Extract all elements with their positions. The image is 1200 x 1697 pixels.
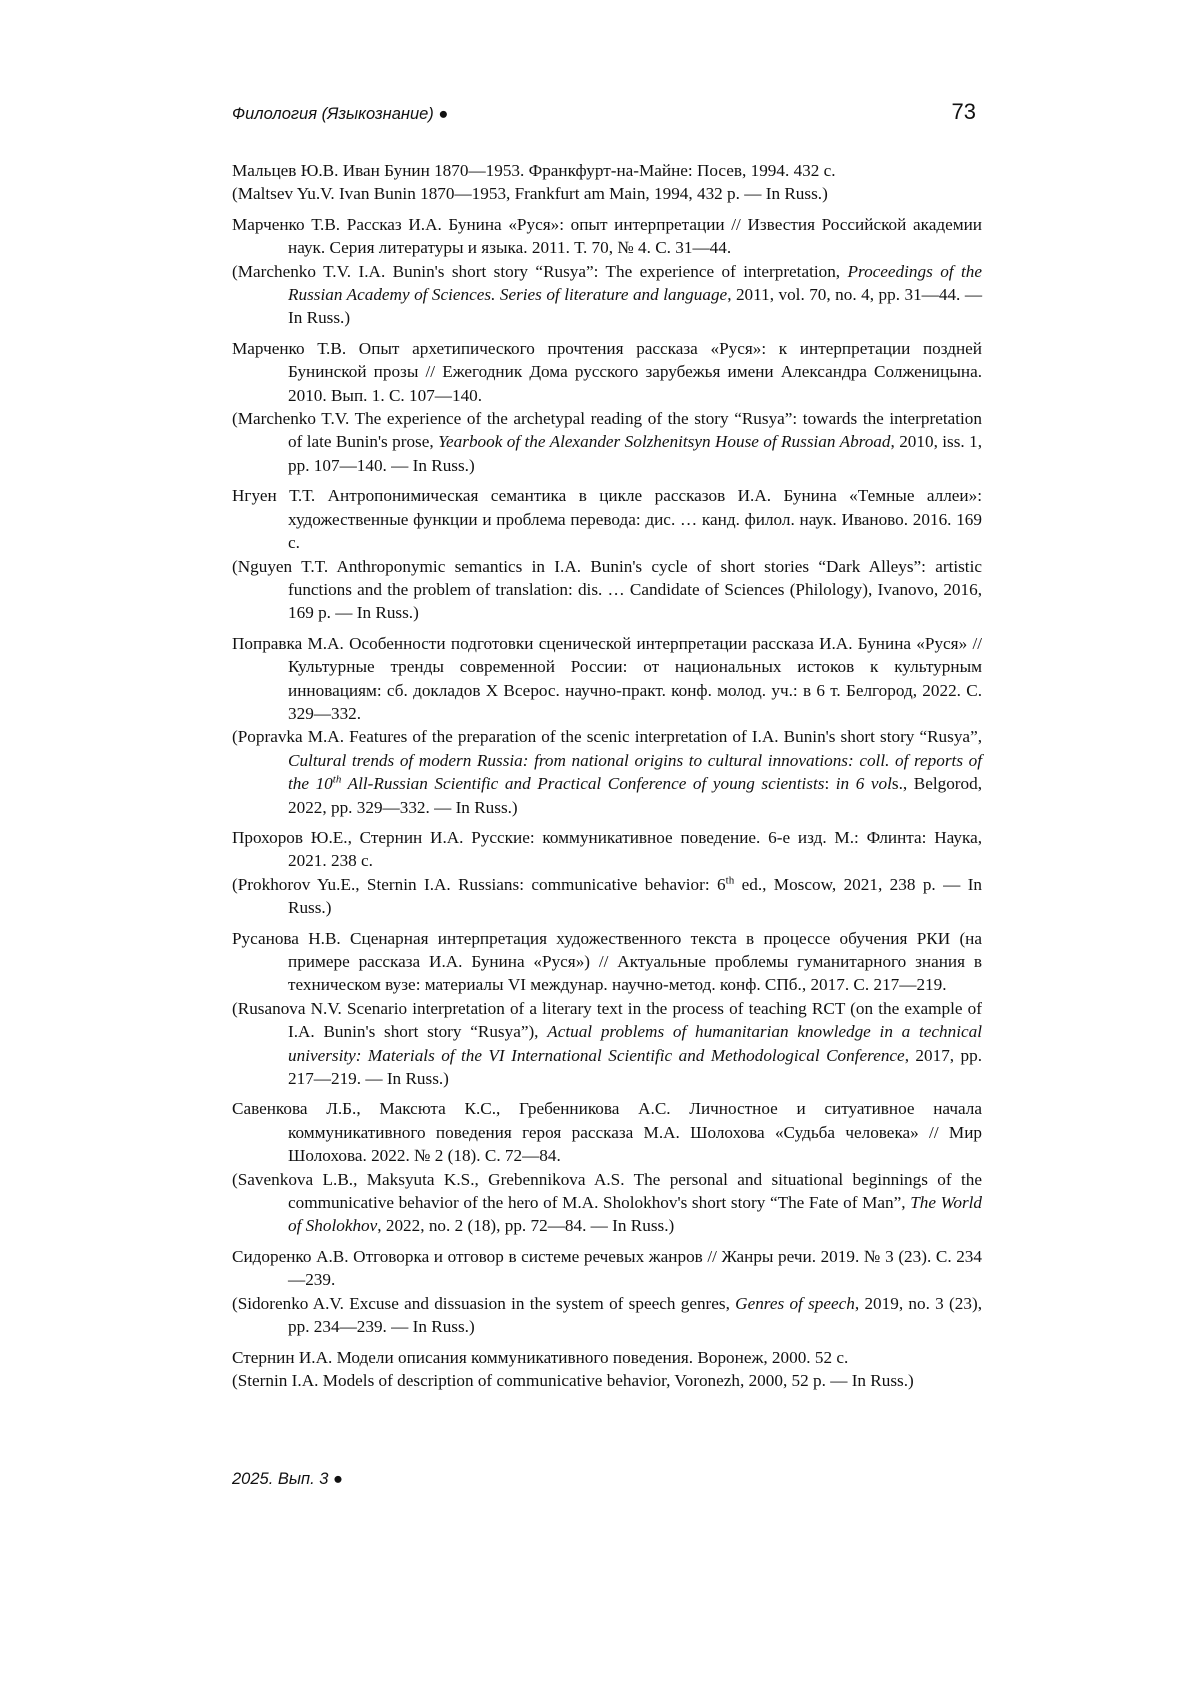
reference-russian: Нгуен Т.Т. Антропонимическая семантика в цикле рассказов И.А. Бунина «Темные аллеи»: художественные функции и проблема перевода: дис. … канд. филол. наук. Иваново. 2016. 169 с. — [232, 484, 982, 554]
reference-text: (Nguyen T.T. Anthroponymic semantics in I.A. Bunin's cycle of short stories “Dark Alleys”: artistic functions and the problem of translation: dis. … Candidate of Sciences (Philology), Ivanovo, 2016, 169 p. — In Russ.) — [232, 557, 982, 623]
reference-text: s., Belgorod, 2022, pp. 329—332. — In Russ.) — [288, 774, 982, 816]
journal-page — [0, 0, 1200, 1697]
reference-english — [232, 182, 982, 205]
reference-text: (Marchenko T.V. The experience of the archetypal reading of the story “Rusya”: towards the interpretation of late Bunin's prose, — [232, 409, 982, 451]
reference-entry — [232, 159, 982, 206]
reference-text: , 2019, no. 3 (23), pp. 234—239. — In Russ.) — [288, 1294, 982, 1336]
reference-entry — [232, 337, 982, 477]
reference-english — [232, 873, 982, 920]
reference-entry — [232, 1097, 982, 1237]
reference-entry — [232, 484, 982, 624]
reference-text: (Sidorenko A.V. Excuse and dissuasion in the system of speech genres, — [232, 1294, 735, 1313]
reference-text: , 2011, vol. 70, no. 4, pp. 31—44. — In Russ.) — [288, 285, 982, 327]
reference-entry — [232, 1346, 982, 1393]
reference-text: (Savenkova L.B., Maksyuta K.S., Grebennikova A.S. The personal and situational beginnings of the communicative behavior of the hero of M.A. Sholokhov's short story “The Fate of Man”, — [232, 1170, 982, 1212]
reference-entry — [232, 1245, 982, 1339]
reference-text: (Maltsev Yu.V. Ivan Bunin 1870—1953, Frankfurt am Main, 1994, 432 p. — In Russ.) — [232, 184, 828, 203]
reference-title-italic: Proceedings of the Russian Academy of Sciences. Series of literature and language — [288, 262, 982, 304]
reference-russian: Стернин И.А. Модели описания коммуникативного поведения. Воронеж, 2000. 52 с. — [232, 1346, 982, 1369]
reference-title-italic: The World of Sholokhov — [288, 1193, 982, 1235]
reference-text: (Prokhorov Yu.E., Sternin I.A. Russians: communicative behavior: 6 — [232, 875, 726, 894]
reference-list — [232, 159, 982, 1399]
reference-entry — [232, 826, 982, 920]
reference-text: , 2017, pp. 217—219. — In Russ.) — [288, 1046, 982, 1088]
reference-title-italic: in 6 vol — [836, 774, 892, 793]
reference-text: th — [726, 874, 735, 886]
reference-text: (Marchenko T.V. I.A. Bunin's short story “Rusya”: The experience of interpretation, — [232, 262, 848, 281]
reference-title-italic: Actual problems of humanitarian knowledge in a technical university: Materials of the VI International Scientific and Methodological Conference — [288, 1022, 982, 1064]
section-title: Филология (Языкознание) ● — [232, 105, 448, 124]
reference-text: (Rusanova N.V. Scenario interpretation of a literary text in the process of teaching RCT (on the example of I.A. Bunin's short story “Rusya”), — [232, 999, 982, 1041]
reference-english — [232, 1292, 982, 1339]
reference-text: (Sternin I.A. Models of description of communicative behavior, Voronezh, 2000, 52 p. — In Russ.) — [232, 1371, 914, 1390]
reference-russian: Русанова Н.В. Сценарная интерпретация художественного текста в процессе обучения РКИ (на примере рассказа И.А. Бунина «Руся») // Актуальные проблемы гуманитарного знания в техническом вузе: материалы VI междунар. научно-метод. конф. СПб., 2017. С. 217—219. — [232, 927, 982, 997]
reference-english — [232, 260, 982, 330]
page-number: 73 — [952, 99, 976, 125]
reference-english — [232, 725, 982, 819]
reference-russian: Марченко Т.В. Рассказ И.А. Бунина «Руся»: опыт интерпретации // Известия Российской академии наук. Серия литературы и языка. 2011. Т. 70, № 4. С. 31—44. — [232, 213, 982, 260]
reference-english — [232, 1168, 982, 1238]
reference-russian: Прохоров Ю.Е., Стернин И.А. Русские: коммуникативное поведение. 6-е изд. М.: Флинта: Наука, 2021. 238 с. — [232, 826, 982, 873]
reference-text: , 2022, no. 2 (18), pp. 72—84. — In Russ.) — [377, 1216, 674, 1235]
running-head — [232, 102, 982, 132]
reference-entry — [232, 213, 982, 330]
reference-entry — [232, 632, 982, 819]
reference-english — [232, 555, 982, 625]
reference-russian: Сидоренко А.В. Отговорка и отговор в системе речевых жанров // Жанры речи. 2019. № 3 (23). С. 234—239. — [232, 1245, 982, 1292]
reference-text: ed., Moscow, 2021, 238 p. — In Russ.) — [288, 875, 982, 917]
reference-russian: Марченко Т.В. Опыт архетипического прочтения рассказа «Руся»: к интерпретации поздней Бунинской прозы // Ежегодник Дома русского зарубежья имени Александра Солженицына. 2010. Вып. 1. С. 107—140. — [232, 337, 982, 407]
reference-title-italic: All-Russian Scientific and Practical Conference of young scientists — [341, 774, 824, 793]
reference-entry — [232, 927, 982, 1091]
reference-text: , 2010, iss. 1, pp. 107—140. — In Russ.) — [288, 432, 982, 474]
reference-russian: Савенкова Л.Б., Максюта К.С., Гребенникова А.С. Личностное и ситуативное начала коммуникативного поведения героя рассказа М.А. Шолохова «Судьба человека» // Мир Шолохова. 2022. № 2 (18). С. 72—84. — [232, 1097, 982, 1167]
reference-title-italic: Cultural trends of modern Russia: from national origins to cultural innovations: coll. of reports of the 10 — [288, 751, 982, 793]
reference-text: : — [824, 774, 835, 793]
issue-footer: 2025. Вып. 3 ● — [232, 1470, 343, 1489]
reference-title-italic: th — [333, 773, 342, 785]
reference-text: (Popravka M.A. Features of the preparation of the scenic interpretation of I.A. Bunin's short story “Rusya”, — [232, 727, 982, 746]
reference-english — [232, 997, 982, 1091]
reference-title-italic: Genres of speech — [735, 1294, 855, 1313]
reference-title-italic: Yearbook of the Alexander Solzhenitsyn House of Russian Abroad — [438, 432, 890, 451]
reference-russian: Мальцев Ю.В. Иван Бунин 1870—1953. Франкфурт-на-Майне: Посев, 1994. 432 с. — [232, 159, 982, 182]
reference-russian: Поправка М.А. Особенности подготовки сценической интерпретации рассказа И.А. Бунина «Руся» // Культурные тренды современной России: от национальных истоков к культурным инновациям: сб. докладов X Всерос. научно-практ. конф. молод. уч.: в 6 т. Белгород, 2022. С. 329—332. — [232, 632, 982, 726]
reference-english — [232, 407, 982, 477]
reference-english — [232, 1369, 982, 1392]
